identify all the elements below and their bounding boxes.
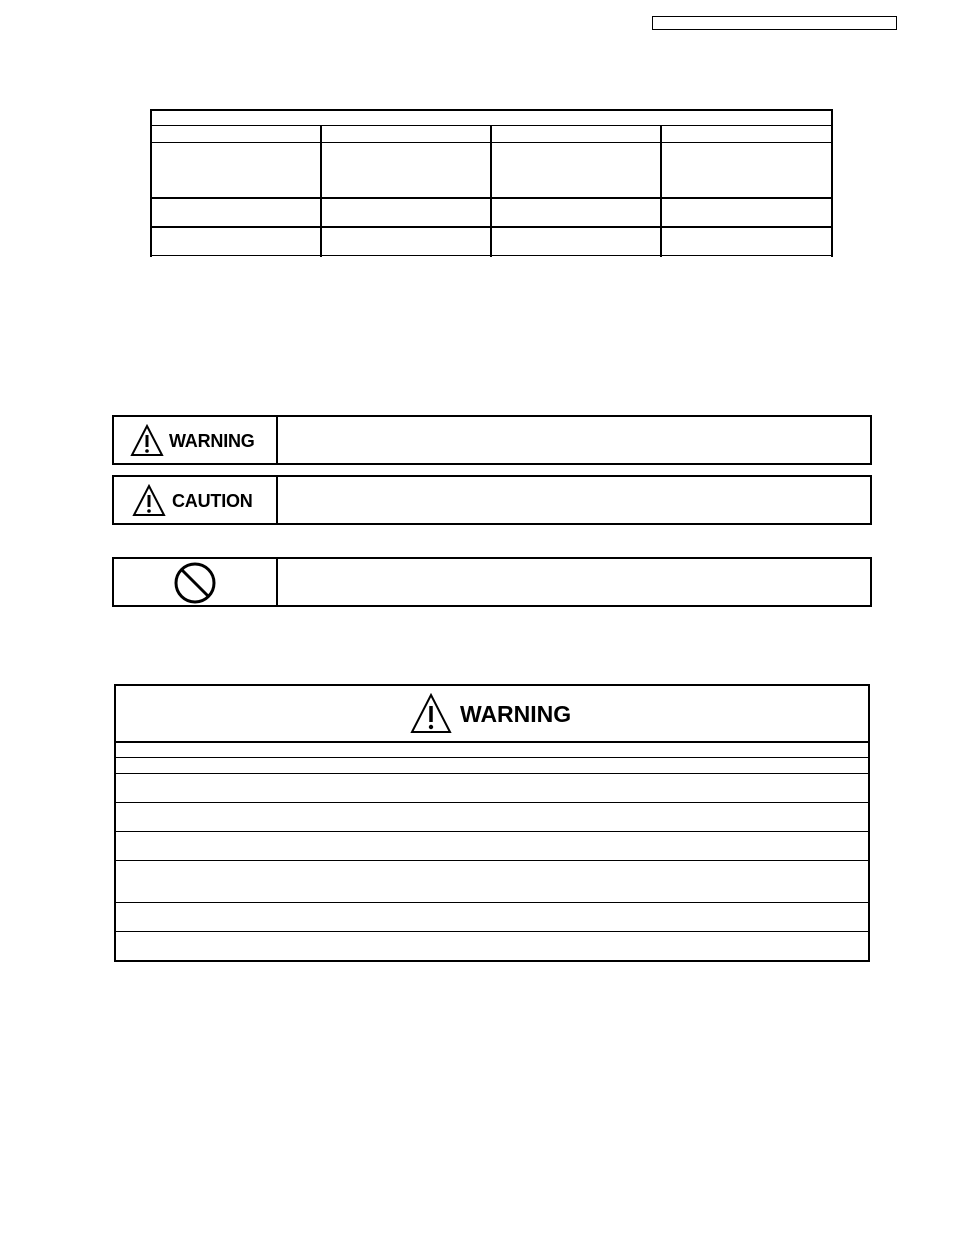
warning-label: WARNING xyxy=(169,431,255,451)
legend-warning-symbol xyxy=(114,417,278,463)
list-item xyxy=(116,860,868,861)
legend-prohibited-symbol xyxy=(114,559,278,605)
warning-heading: WARNING xyxy=(460,701,572,727)
table-row xyxy=(152,226,831,228)
list-item xyxy=(116,931,868,932)
legend-prohibited-row xyxy=(112,557,872,607)
legend-warning-description xyxy=(276,417,870,463)
table-row xyxy=(152,142,831,143)
list-item xyxy=(116,757,868,758)
list-item xyxy=(116,831,868,832)
caution-triangle-icon xyxy=(132,484,166,518)
warning-triangle-icon xyxy=(410,693,452,735)
table-row xyxy=(152,255,831,256)
table-title-row xyxy=(152,111,831,126)
warning-table xyxy=(114,684,870,962)
legend-warning-row xyxy=(112,415,872,465)
legend-caution-row xyxy=(112,475,872,525)
legend-caution-symbol xyxy=(114,477,278,523)
legend-prohibited-description xyxy=(276,559,870,605)
table-column-3 xyxy=(492,126,662,257)
caution-label: CAUTION xyxy=(172,491,253,511)
table-column-4 xyxy=(662,126,831,257)
list-item xyxy=(116,902,868,903)
specification-table xyxy=(150,109,833,257)
list-item xyxy=(116,773,868,774)
list-item xyxy=(116,802,868,803)
table-column-1 xyxy=(152,126,322,257)
table-row xyxy=(152,197,831,199)
warning-triangle-icon xyxy=(130,424,164,458)
warning-table-header xyxy=(116,686,868,743)
model-number-box xyxy=(652,16,897,30)
prohibited-icon xyxy=(173,561,217,605)
table-column-2 xyxy=(322,126,492,257)
legend-caution-description xyxy=(276,477,870,523)
